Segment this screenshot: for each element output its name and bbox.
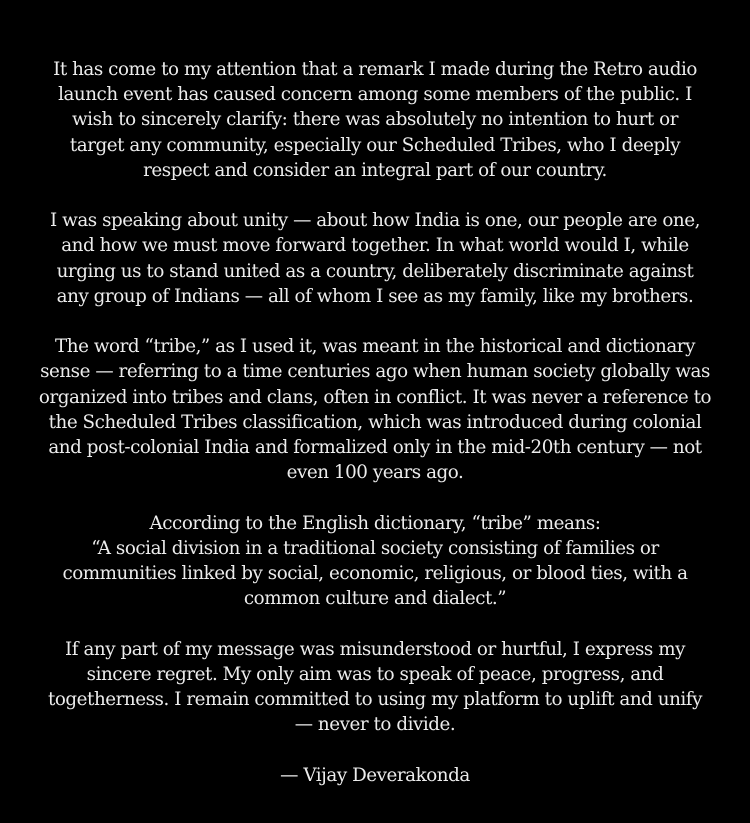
text-line: “A social division in a traditional society consisting of families or (91, 537, 659, 559)
text-line: sense — referring to a time centuries ago when human society globally was (40, 361, 710, 383)
text-line: According to the English dictionary, “tribe” means: (149, 512, 601, 534)
text-line: launch event has caused concern among some members of the public. I (58, 84, 692, 106)
paragraph-unity (0, 208, 750, 309)
text-line: organized into tribes and clans, often in conflict. It was never a reference to (38, 386, 712, 408)
text-line: and how we must move forward together. In what world would I, while (61, 235, 689, 257)
signature (0, 763, 750, 788)
text-line: — never to divide. (294, 714, 456, 736)
text-line: If any part of my message was misunderstood or hurtful, I express my (65, 638, 685, 660)
text-line: target any community, especially our Scheduled Tribes, who I deeply (69, 134, 681, 156)
text-line: wish to sincerely clarify: there was absolutely no intention to hurt or (71, 109, 678, 131)
text-line: It has come to my attention that a remark I made during the Retro audio (53, 59, 697, 80)
text-line: I was speaking about unity — about how India is one, our people are one, (50, 210, 700, 232)
text-line: communities linked by social, economic, religious, or blood ties, with a (62, 563, 688, 585)
text-line: any group of Indians — all of whom I see as my family, like my brothers. (56, 285, 694, 307)
text-line: urging us to stand united as a country, deliberately discriminate against (56, 260, 694, 282)
text-line: respect and consider an integral part of our country. (143, 159, 607, 181)
paragraph-regret (0, 637, 750, 738)
text-line: even 100 years ago. (286, 462, 464, 484)
paragraph-apology-context (0, 57, 750, 183)
text-line: and post-colonial India and formalized only in the mid-20th century — not (48, 437, 702, 459)
statement-text (0, 57, 750, 813)
signature-line: — Vijay Deverakonda (280, 764, 470, 786)
text-line: the Scheduled Tribes classification, which was introduced during colonial (48, 411, 702, 433)
text-line: common culture and dialect.” (243, 588, 507, 610)
paragraph-word-tribe (0, 334, 750, 485)
text-line: togetherness. I remain committed to using my platform to uplift and unify (47, 689, 703, 711)
text-line: The word “tribe,” as I used it, was meant in the historical and dictionary (55, 336, 695, 358)
paragraph-dictionary-definition (0, 511, 750, 612)
text-line: sincere regret. My only aim was to speak of peace, progress, and (86, 663, 664, 685)
